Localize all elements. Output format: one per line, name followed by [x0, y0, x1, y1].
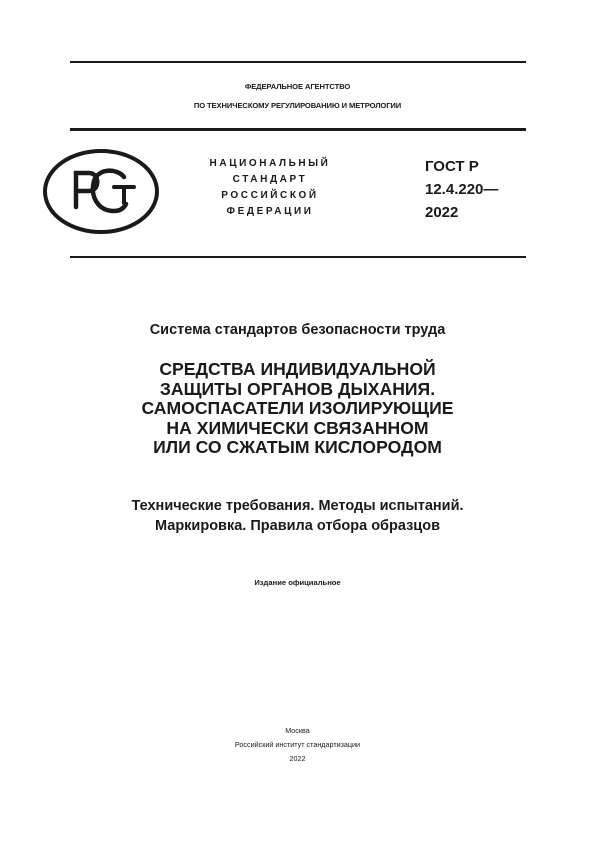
edition-label: Издание официальное — [254, 578, 341, 587]
footer-year: 2022 — [289, 754, 306, 763]
series-title: Система стандартов безопасности труда — [149, 322, 446, 338]
rst-logo-icon — [42, 149, 160, 234]
standard-type-line-2: СТАНДАРТ — [232, 174, 308, 185]
agency-line-2: ПО ТЕХНИЧЕСКОМУ РЕГУЛИРОВАНИЮ И МЕТРОЛОГИИ — [193, 101, 402, 110]
designation-line-3: 2022 — [425, 204, 459, 221]
main-title — [0, 360, 595, 458]
agency-line-1: ФЕДЕРАЛЬНОЕ АГЕНТСТВО — [244, 82, 351, 91]
main-title-line: НА ХИМИЧЕСКИ СВЯЗАННОМ — [166, 417, 429, 438]
main-title-line: СРЕДСТВА ИНДИВИДУАЛЬНОЙ — [159, 359, 436, 379]
header-bottom-rule — [70, 256, 526, 258]
main-title-line: ЗАЩИТЫ ОРГАНОВ ДЫХАНИЯ. — [159, 378, 436, 399]
designation-line-2: 12.4.220— — [425, 181, 499, 198]
standard-type-line-3: РОССИЙСКОЙ — [221, 190, 319, 201]
main-title-line: САМОСПАСАТЕЛИ ИЗОЛИРУЮЩИЕ — [141, 398, 454, 419]
footer-city: Москва — [285, 726, 310, 735]
standard-type-line-4: ФЕДЕРАЦИИ — [226, 206, 314, 217]
subtitle-line: Технические требования. Методы испытаний. — [131, 498, 464, 514]
subtitle — [0, 496, 595, 536]
subtitle-line: Маркировка. Правила отбора образцов — [155, 518, 440, 534]
designation-line-1: ГОСТ Р — [425, 158, 479, 175]
standard-type-line-1: НАЦИОНАЛЬНЫЙ — [209, 158, 331, 169]
footer-publisher: Российский институт стандартизации — [234, 740, 361, 749]
agency-rule — [70, 128, 526, 131]
main-title-line: ИЛИ СО СЖАТЫМ КИСЛОРОДОМ — [153, 437, 442, 458]
footer-imprint — [0, 724, 595, 766]
top-rule — [70, 61, 526, 63]
